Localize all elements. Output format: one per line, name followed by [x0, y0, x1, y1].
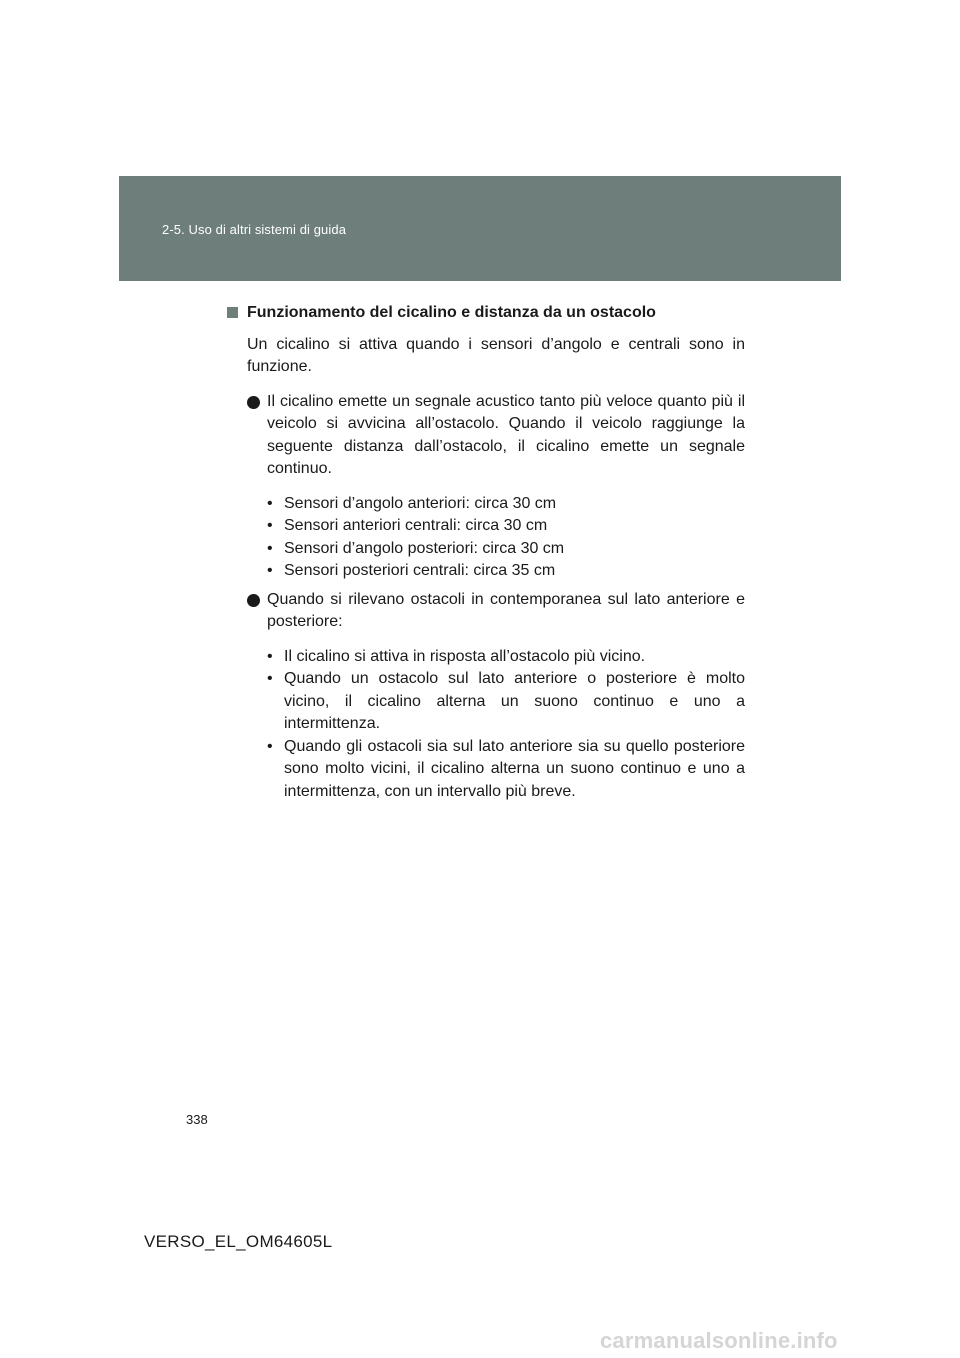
list-item-text: Sensori d’angolo posteriori: circa 30 cm [284, 539, 565, 557]
section-label: 2-5. Uso di altri sistemi di guida [162, 222, 347, 237]
list-item [227, 646, 745, 669]
header-band [119, 176, 841, 281]
list-item [227, 668, 745, 736]
dot-marker-icon: • [267, 647, 273, 665]
dot-marker-icon: • [267, 494, 273, 512]
simultaneous-list [227, 646, 745, 804]
watermark: carmanualsonline.info [600, 1328, 838, 1353]
bullet-item [227, 589, 745, 634]
list-item-text: Sensori posteriori centrali: circa 35 cm [284, 562, 556, 579]
list-item-text: Sensori anteriori centrali: circa 30 cm [284, 517, 548, 534]
intro-paragraph: Un cicalino si attiva quando i sensori d’angolo e centrali sono in funzione. [247, 335, 745, 375]
list-item [227, 736, 745, 804]
dot-marker-icon: • [267, 737, 273, 755]
list-item [227, 560, 745, 583]
list-item [227, 493, 745, 516]
dot-marker-icon: • [267, 539, 273, 557]
distance-list [227, 493, 745, 583]
bullet-item [227, 391, 745, 481]
round-bullet-icon [247, 396, 260, 409]
square-bullet-icon [227, 307, 238, 318]
dot-marker-icon: • [267, 562, 273, 579]
document-code: VERSO_EL_OM64605L [144, 1232, 333, 1251]
list-item [227, 515, 745, 538]
round-bullet-icon [247, 594, 260, 607]
section-heading-text: Funzionamento del cicalino e distanza da un ostacolo [247, 304, 656, 321]
list-item-text: Quando gli ostacoli sia sul lato anteriore sia su quello posteriore sono molto vicini, il cicalino alterna un suono continuo e uno a intermittenza, con un intervallo più breve. [284, 737, 745, 800]
list-item-text: Quando un ostacolo sul lato anteriore o posteriore è molto vicino, il cicalino alterna un suono continuo e uno a intermittenza. [284, 670, 745, 732]
section-heading [227, 302, 745, 325]
list-item-text: Sensori d’angolo anteriori: circa 30 cm [284, 494, 557, 512]
list-item [227, 538, 745, 561]
page-number: 338 [186, 1112, 208, 1127]
content [227, 302, 745, 809]
bullet-text: Il cicalino emette un segnale acustico tanto più veloce quanto più il veicolo si avvicina all’ostacolo. Quando il veicolo raggiunge la seguente distanza dall’ostacolo, il cicalino emette un segnale continuo. [267, 392, 745, 477]
dot-marker-icon: • [267, 670, 273, 687]
bullet-text: Quando si rilevano ostacoli in contemporanea sul lato anteriore e posteriore: [267, 590, 745, 630]
list-item-text: Il cicalino si attiva in risposta all’ostacolo più vicino. [284, 647, 646, 665]
dot-marker-icon: • [267, 517, 273, 534]
